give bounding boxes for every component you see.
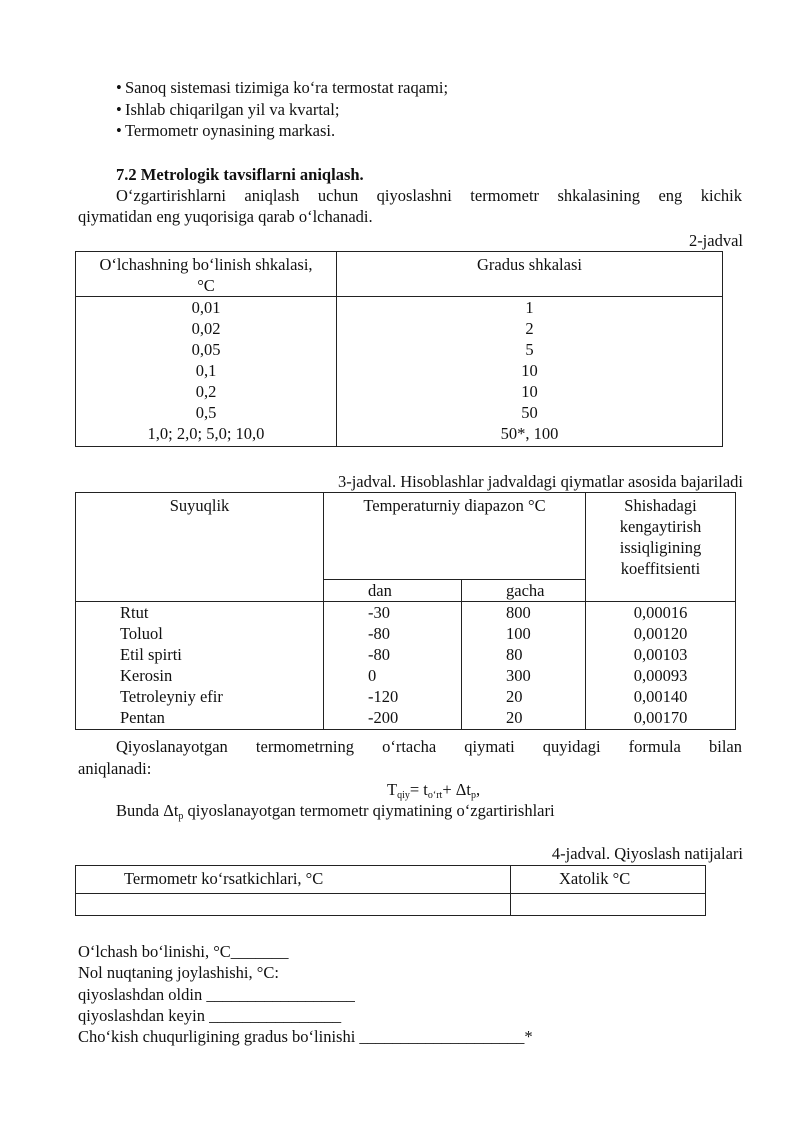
table2 — [75, 251, 723, 447]
formula-part: = t — [409, 780, 428, 799]
table2-header-scale — [76, 252, 337, 297]
formula-intro-line: Qiyoslanayotgan termometrning o‘rtacha qiymati quyidagi formula bilan — [116, 737, 742, 756]
form-field-line: O‘lchash bo‘linishi, °C_______ — [78, 942, 289, 961]
table-cell: 80 — [506, 645, 523, 664]
table-cell: -80 — [368, 645, 390, 664]
table2-col-scale — [76, 297, 337, 447]
table-cell: Toluol — [120, 624, 163, 643]
header-text: kengaytirish — [619, 517, 702, 536]
table-cell: 1,0; 2,0; 5,0; 10,0 — [147, 424, 265, 443]
table-cell: 10 — [521, 361, 538, 380]
table4-empty-cell — [76, 894, 511, 916]
table-cell: -200 — [368, 708, 399, 727]
form-field-line: qiyoslashdan keyin ________________ — [78, 1006, 342, 1025]
table4-header-readings: Termometr ko‘rsatkichlari, °C — [76, 866, 511, 894]
form-field-line: Cho‘kish chuqurligining gradus bo‘linishi ____________________* — [78, 1027, 533, 1046]
formula-subscript: qiy — [397, 790, 410, 801]
table-cell: 0,00140 — [633, 687, 688, 706]
table-cell: 0,00120 — [633, 624, 688, 643]
table3-col-to — [462, 602, 586, 730]
bullet-text: Sanoq sistemasi tizimiga ko‘ra termostat raqami; — [125, 78, 449, 97]
formula-intro-line: aniqlanadi: — [78, 759, 152, 778]
bullet-item — [116, 120, 335, 141]
table-cell: 0,2 — [195, 382, 217, 401]
table-cell: 0,5 — [195, 403, 217, 422]
header-text: Shishadagi — [624, 496, 697, 515]
table-cell: 100 — [506, 624, 531, 643]
table-cell: 0,02 — [191, 319, 221, 338]
table3-header-range — [324, 493, 586, 580]
table-cell: 0,1 — [195, 361, 217, 380]
formula-part: + Δt — [442, 780, 471, 799]
table3-header-coefficient — [586, 493, 736, 602]
table-cell: 2 — [525, 319, 534, 338]
table-cell: 1 — [525, 298, 534, 317]
table-cell: Tetroleyniy efir — [120, 687, 223, 706]
intro-text-line: qiymatidan eng yuqorisiga qarab o‘lchanadi. — [78, 207, 373, 226]
table2-col-degree — [337, 297, 723, 447]
table3-col-from — [324, 602, 462, 730]
header-text: O‘lchashning bo‘linish shkalasi, — [99, 255, 313, 274]
table-cell: 5 — [525, 340, 534, 359]
table-cell: 0,00170 — [633, 708, 688, 727]
intro-text-line: O‘zgartirishlarni aniqlash uchun qiyoslashni termometr shkalasining eng kichik — [116, 186, 742, 205]
table3-caption: 3-jadval. Hisoblashlar jadvaldagi qiymatlar asosida bajariladi — [337, 472, 743, 491]
explanation-subscript: p — [178, 811, 184, 822]
table-cell: 50 — [521, 403, 538, 422]
table-cell: 0 — [368, 666, 377, 685]
table3 — [75, 492, 736, 730]
table-cell: -80 — [368, 624, 390, 643]
header-text: koeffitsienti — [620, 559, 701, 578]
table-cell: -120 — [368, 687, 399, 706]
formula-part: T — [387, 780, 398, 799]
table-cell: 0,00093 — [633, 666, 688, 685]
table-cell: Kerosin — [120, 666, 173, 685]
table-cell: 20 — [506, 687, 523, 706]
table-cell: 0,00016 — [633, 603, 688, 622]
table-cell: Etil spirti — [120, 645, 182, 664]
table2-header-degree — [337, 252, 723, 297]
section-title: 7.2 Metrologik tavsiflarni aniqlash. — [116, 165, 364, 184]
form-field-line: Nol nuqtaning joylashishi, °C: — [78, 963, 279, 982]
formula-explanation — [116, 800, 555, 827]
table-cell: 0,01 — [191, 298, 221, 317]
table3-col-liquid — [76, 602, 324, 730]
header-text: Gradus shkalasi — [477, 255, 582, 274]
explanation-part: Bunda Δt — [116, 801, 179, 820]
formula-part: , — [475, 780, 481, 799]
table-cell: 0,00103 — [633, 645, 688, 664]
table3-header-from: dan — [324, 580, 462, 602]
formula-subscript: o‘rt — [427, 790, 443, 801]
table-cell: Rtut — [120, 603, 149, 622]
table4-caption: 4-jadval. Qiyoslash natijalari — [551, 844, 743, 863]
table3-col-coefficient — [586, 602, 736, 730]
table-cell: 0,05 — [191, 340, 221, 359]
header-text: Temperaturniy diapazon °C — [363, 496, 546, 515]
explanation-part: qiyoslanayotgan termometr qiymatining o‘zgartirishlari — [183, 801, 555, 820]
table-cell: 800 — [506, 603, 531, 622]
bullet-item — [116, 77, 448, 98]
header-text: Suyuqlik — [169, 496, 230, 515]
bullet-text: Termometr oynasining markasi. — [125, 121, 336, 140]
table-cell: 300 — [506, 666, 531, 685]
table3-header-liquid — [76, 493, 324, 602]
table-cell: -30 — [368, 603, 390, 622]
table4-empty-cell — [511, 894, 706, 916]
header-text: issiqligining — [619, 538, 702, 557]
table-cell: 50*, 100 — [500, 424, 559, 443]
bullet-text: Ishlab chiqarilgan yil va kvartal; — [125, 100, 340, 119]
table2-caption: 2-jadval — [688, 231, 743, 250]
bullet-item — [116, 99, 339, 120]
table4 — [75, 865, 706, 916]
form-field-line: qiyoslashdan oldin __________________ — [78, 985, 355, 1004]
table-cell: Pentan — [120, 708, 165, 727]
header-text: °C — [197, 276, 215, 295]
table-cell: 10 — [521, 382, 538, 401]
table4-header-error: Xatolik °C — [511, 866, 706, 894]
table3-header-to: gacha — [462, 580, 586, 602]
formula-subscript: p — [470, 790, 476, 801]
table-cell: 20 — [506, 708, 523, 727]
